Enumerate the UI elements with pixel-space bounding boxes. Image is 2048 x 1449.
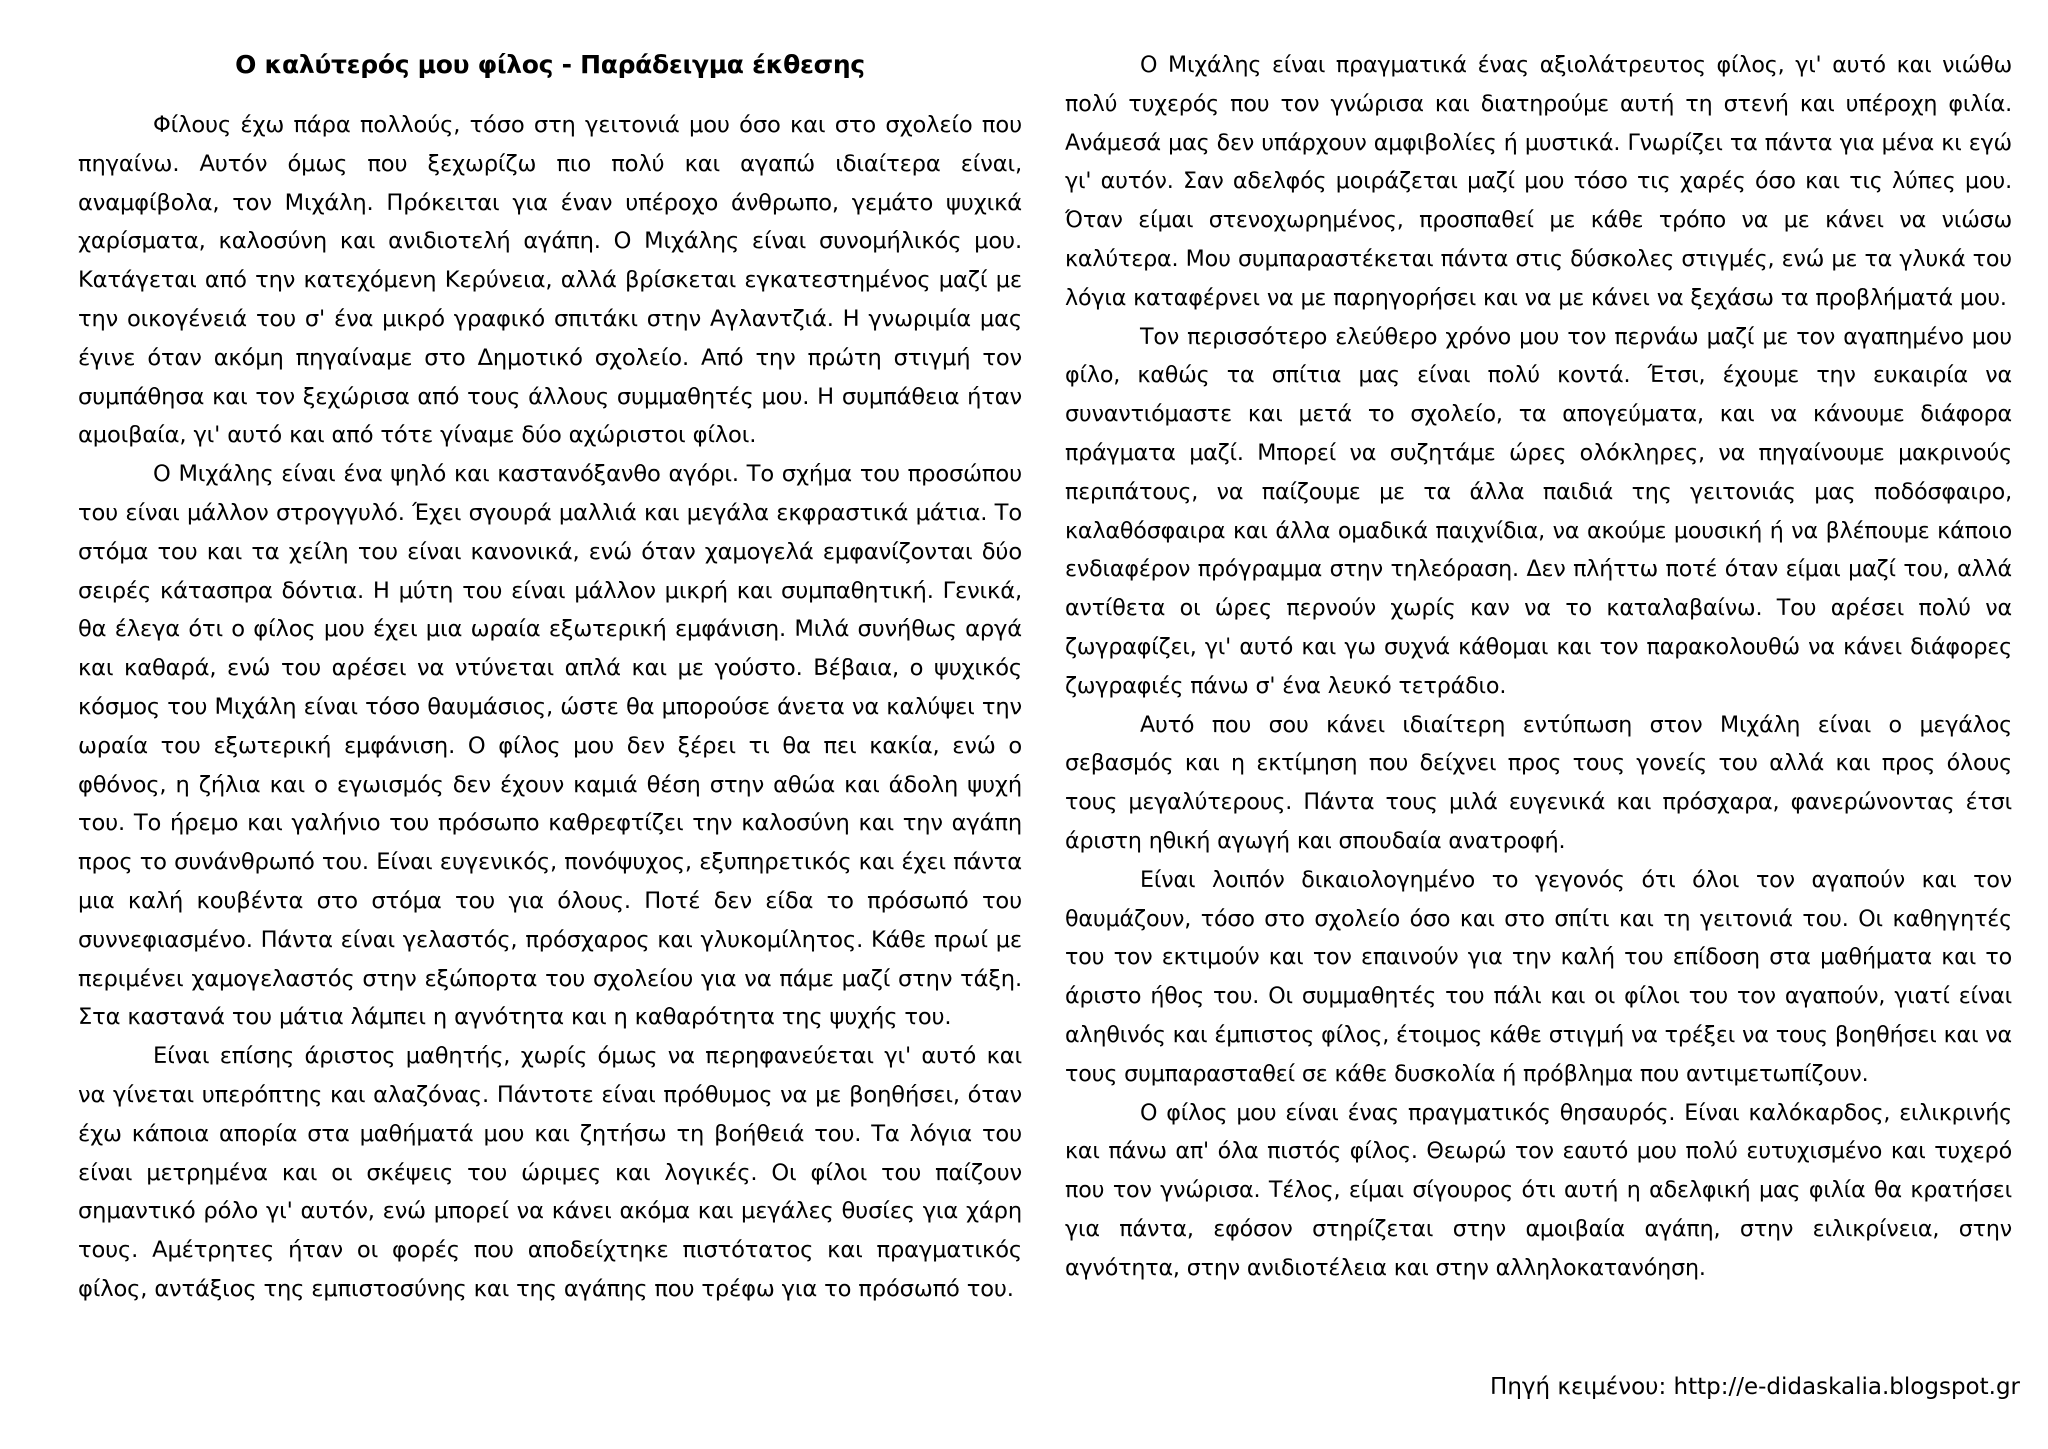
paragraph: Αυτό που σου κάνει ιδιαίτερη εντύπωση στον Μιχάλη είναι ο μεγάλος σεβασμός και η εκτίμηση που δείχνει προς τους γονείς του αλλά και προς όλους τους μεγαλύτερους. Πάντα τους μιλά ευγενικά και πρόσχαρα, φανερώνοντας έτσι άριστη ηθική αγωγή και σπουδαία ανατροφή. bbox=[1065, 711, 2012, 854]
right-column bbox=[1065, 46, 2012, 1288]
left-column bbox=[78, 46, 1022, 1309]
paragraph: Ο φίλος μου είναι ένας πραγματικός θησαυρός. Είναι καλόκαρδος, ειλικρινής και πάνω απ' όλα πιστός φίλος. Θεωρώ τον εαυτό μου πολύ ευτυχισμένο και τυχερό που τον γνώρισα. Τέλος, είμαι σίγουρος ότι αυτή η αδελφική μας φιλία θα κρατήσει για πάντα, εφόσον στηρίζεται στην αμοιβαία αγάπη, στην ειλικρίνεια, στην αγνότητα, στην ανιδιοτέλεια και στην αλληλοκατανόηση. bbox=[1065, 1099, 2012, 1281]
paragraph: Είναι επίσης άριστος μαθητής, χωρίς όμως να περηφανεύεται γι' αυτό και να γίνεται υπερόπτης και αλαζόνας. Πάντοτε είναι πρόθυμος να με βοηθήσει, όταν έχω κάποια απορία στα μαθήματά μου και ζητήσω τη βοήθειά του. Τα λόγια του είναι μετρημένα και οι σκέψεις του ώριμες και λογικές. Οι φίλοι του παίζουν σημαντικό ρόλο γι' αυτόν, ενώ μπορεί να κάνει ακόμα και μεγάλες θυσίες για χάρη τους. Αμέτρητες ήταν οι φορές που αποδείχτηκε πιστότατος και πραγματικός φίλος, αντάξιος της εμπιστοσύνης και της αγάπης που τρέφω για το πρόσωπό του. bbox=[78, 1043, 1022, 1302]
paragraph: Ο Μιχάλης είναι ένα ψηλό και καστανόξανθο αγόρι. Το σχήμα του προσώπου του είναι μάλλον στρογγυλό. Έχει σγουρά μαλλιά και μεγάλα εκφραστικά μάτια. Το στόμα του και τα χείλη του είναι κανονικά, ενώ όταν χαμογελά εμφανίζονται δύο σειρές κάτασπρα δόντια. Η μύτη του είναι μάλλον μικρή και συμπαθητική. Γενικά, θα έλεγα ότι ο φίλος μου έχει μια ωραία εξωτερική εμφάνιση. Μιλά συνήθως αργά και καθαρά, ενώ του αρέσει να ντύνεται απλά και με γούστο. Βέβαια, ο ψυχικός κόσμος του Μιχάλη είναι τόσο θαυμάσιος, ώστε θα μπορούσε άνετα να καλύψει την ωραία του εξωτερική εμφάνιση. Ο φίλος μου δεν ξέρει τι θα πει κακία, ενώ ο φθόνος, η ζήλια και ο εγωισμός δεν έχουν καμιά θέση στην αθώα και άδολη ψυχή του. Το ήρεμο και γαλήνιο του πρόσωπο καθρεφτίζει την καλοσύνη και την αγάπη προς το συνάνθρωπό του. Είναι ευγενικός, πονόψυχος, εξυπηρετικός και έχει πάντα μια καλή κουβέντα στο στόμα του για όλους. Ποτέ δεν είδα το πρόσωπό του συννεφιασμένο. Πάντα είναι γελαστός, πρόσχαρος και γλυκομίλητος. Κάθε πρωί με περιμένει χαμογελαστός στην εξώπορτα του σχολείου για να πάμε μαζί στην τάξη. Στα καστανά του μάτια λάμπει η αγνότητα και η καθαρότητα της ψυχής του. bbox=[78, 461, 1022, 1031]
paragraph: Φίλους έχω πάρα πολλούς, τόσο στη γειτονιά μου όσο και στο σχολείο που πηγαίνω. Αυτόν όμως που ξεχωρίζω πιο πολύ και αγαπώ ιδιαίτερα είναι, αναμφίβολα, τον Μιχάλη. Πρόκειται για έναν υπέροχο άνθρωπο, γεμάτο ψυχικά χαρίσματα, καλοσύνη και ανιδιοτελή αγάπη. Ο Μιχάλης είναι συνομήλικός μου. Κατάγεται από την κατεχόμενη Κερύνεια, αλλά βρίσκεται εγκατεστημένος μαζί με την οικογένειά του σ' ένα μικρό γραφικό σπιτάκι στην Αγλαντζιά. Η γνωριμία μας έγινε όταν ακόμη πηγαίναμε στο Δημοτικό σχολείο. Από την πρώτη στιγμή τον συμπάθησα και τον ξεχώρισα από τους άλλους συμμαθητές μου. Η συμπάθεια ήταν αμοιβαία, γι' αυτό και από τότε γίναμε δύο αχώριστοι φίλοι. bbox=[78, 112, 1022, 449]
paragraph: Ο Μιχάλης είναι πραγματικά ένας αξιολάτρευτος φίλος, γι' αυτό και νιώθω πολύ τυχερός που τον γνώρισα και διατηρούμε αυτή τη στενή και υπέροχη φιλία. Ανάμεσά μας δεν υπάρχουν αμφιβολίες ή μυστικά. Γνωρίζει τα πάντα για μένα κι εγώ γι' αυτόν. Σαν αδελφός μοιράζεται μαζί μου τόσο τις χαρές όσο και τις λύπες μου. Όταν είμαι στενοχωρημένος, προσπαθεί με κάθε τρόπο να με κάνει να νιώσω καλύτερα. Μου συμπαραστέκεται πάντα στις δύσκολες στιγμές, ενώ με τα γλυκά του λόγια καταφέρνει να με παρηγορήσει και να με κάνει να ξεχάσω τα προβλήματά μου. bbox=[1065, 52, 2012, 311]
paragraph: Τον περισσότερο ελεύθερο χρόνο μου τον περνάω μαζί με τον αγαπημένο μου φίλο, καθώς τα σπίτια μας είναι πολύ κοντά. Έτσι, έχουμε την ευκαιρία να συναντιόμαστε και μετά το σχολείο, τα απογεύματα, και να κάνουμε διάφορα πράγματα μαζί. Μπορεί να συζητάμε ώρες ολόκληρες, να πηγαίνουμε μακρινούς περιπάτους, να παίζουμε με τα άλλα παιδιά της γειτονιάς μας ποδόσφαιρο, καλαθόσφαιρα και άλλα ομαδικά παιχνίδια, να ακούμε μουσική ή να βλέπουμε κάποιο ενδιαφέρον πρόγραμμα στην τηλεόραση. Δεν πλήττω ποτέ όταν είμαι μαζί του, αλλά αντίθετα οι ώρες περνούν χωρίς καν να το καταλαβαίνω. Του αρέσει πολύ να ζωγραφίζει, γι' αυτό και γω συχνά κάθομαι και τον παρακολουθώ να κάνει διάφορες ζωγραφιές πάνω σ' ένα λευκό τετράδιο. bbox=[1065, 323, 2012, 699]
source-citation: Πηγή κειμένου: http://e-didaskalia.blogspot.gr bbox=[1490, 1374, 2020, 1400]
document-title: Ο καλύτερός μου φίλος - Παράδειγμα έκθεσης bbox=[235, 50, 865, 79]
paragraph: Είναι λοιπόν δικαιολογημένο το γεγονός ότι όλοι τον αγαπούν και τον θαυμάζουν, τόσο στο σχολείο όσο και στο σπίτι και τη γειτονιά του. Οι καθηγητές του τον εκτιμούν και τον επαινούν για την καλή του επίδοση στα μαθήματα και το άριστο ήθος του. Οι συμμαθητές του πάλι και οι φίλοι του τον αγαπούν, γιατί είναι αληθινός και έμπιστος φίλος, έτοιμος κάθε στιγμή να τρέξει να τους βοηθήσει και να τους συμπαρασταθεί σε κάθε δυσκολία ή πρόβλημα που αντιμετωπίζουν. bbox=[1065, 866, 2012, 1087]
